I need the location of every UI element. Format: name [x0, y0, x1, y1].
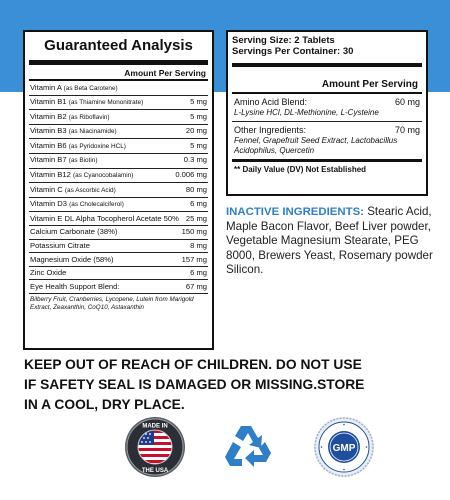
- nutrient-row: [29, 110, 208, 125]
- amount-per-serving-header: Amount Per Serving: [232, 63, 422, 94]
- amino-acid-amount: 60 mg: [394, 97, 420, 107]
- amino-acid-label: Amino Acid Blend:: [234, 97, 308, 107]
- nutrient-name: Vitamin A (as Beta Carotene): [30, 82, 118, 92]
- nutrient-amount: 25 mg: [185, 213, 207, 223]
- nutrient-rows: [29, 81, 208, 294]
- nutrient-row: [29, 81, 208, 96]
- nutrient-row: [29, 169, 208, 184]
- other-ingredients-list: Fennel, Grapefruit Seed Extract, Lactobacillus Acidophilus, Quercetin: [234, 136, 398, 155]
- nutrient-name: Vitamin D3 (as Cholecalciferol): [30, 199, 124, 209]
- nutrient-name: Zinc Oxide: [30, 268, 67, 278]
- guaranteed-analysis-panel: [23, 30, 214, 350]
- nutrient-amount: 8 mg: [190, 241, 207, 251]
- inactive-ingredients-text: Stearic Acid, Maple Bacon Flavor, Beef Liver powder, Vegetable Magnesium Stearate, PEG 8000, Brewers Yeast, Rosemary powder Silicon.: [226, 205, 433, 277]
- nutrient-amount: 6 mg: [190, 268, 207, 278]
- gmp-center-text: GMP: [332, 443, 356, 454]
- other-ingredients-amount: 70 mg: [394, 125, 420, 135]
- gmp-badge: [313, 416, 375, 478]
- nutrient-amount: 0.3 mg: [183, 155, 207, 165]
- nutrient-name: Vitamin B6 (as Pyridoxine HCL): [30, 140, 126, 150]
- servings-per-container: Servings Per Container: 30: [232, 45, 354, 57]
- nutrient-row: [29, 125, 208, 140]
- nutrient-row: [29, 154, 208, 169]
- nutrient-amount: 20 mg: [185, 126, 207, 136]
- nutrient-amount: 150 mg: [181, 227, 207, 237]
- nutrient-row: [29, 212, 208, 226]
- gmp-seal-icon: [313, 416, 375, 478]
- nutrient-name: Magnesium Oxide (58%): [30, 254, 114, 264]
- nutrient-amount: 80 mg: [185, 184, 207, 194]
- nutrient-row: [29, 280, 208, 294]
- nutrient-row: [29, 198, 208, 213]
- badge-bottom-text: THE USA: [141, 468, 169, 474]
- warning-line-1: KEEP OUT OF REACH OF CHILDREN. DO NOT USE: [24, 357, 362, 372]
- nutrient-amount: 67 mg: [185, 281, 207, 291]
- nutrient-name: Vitamin B12 (as Cyanocobalamin): [30, 170, 134, 180]
- amount-per-serving-header: Amount Per Serving: [29, 65, 208, 81]
- blend-ingredients: Bilberry Fruit, Cranberries, Lycopene, Lutein from Marigold Extract, Zeaxanthin, CoQ10, Astaxanthin: [30, 295, 194, 311]
- nutrient-name: Calcium Carbonate (38%): [30, 227, 118, 237]
- warning-text: [24, 355, 434, 415]
- amino-acid-ingredients: L-Lysine HCl, DL-Methionine, L-Cysteine: [234, 108, 379, 117]
- nutrient-amount: 157 mg: [181, 254, 207, 264]
- badge-top-text: MADE IN: [142, 423, 168, 430]
- nutrient-name: Vitamin B1 (as Thiamine Mononitrate): [30, 97, 144, 107]
- inactive-ingredients-label: INACTIVE INGREDIENTS:: [226, 206, 364, 218]
- nutrient-name: Vitamin B3 (as Niacinamide): [30, 126, 117, 136]
- nutrient-amount: 5 mg: [190, 111, 207, 121]
- serving-info-panel: [226, 30, 428, 196]
- nutrient-amount: 0.006 mg: [175, 170, 207, 180]
- nutrient-name: Eye Health Support Blend:: [30, 281, 120, 291]
- serving-size: Serving Size: 2 Tablets: [232, 35, 335, 46]
- nutrient-name: Vitamin B7 (as Biotin): [30, 155, 98, 165]
- nutrient-name: Vitamin C (as Ascorbic Acid): [30, 184, 116, 194]
- other-ingredients-row: [232, 122, 422, 135]
- warning-line-2: IF SAFETY SEAL IS DAMAGED OR MISSING.STORE: [24, 377, 365, 392]
- nutrient-amount: 5 mg: [190, 97, 207, 107]
- nutrient-row: [29, 183, 208, 198]
- made-in-usa-badge: [124, 416, 186, 478]
- recycle-icon: [221, 420, 279, 476]
- made-in-usa-icon: [124, 416, 186, 478]
- nutrient-row: [29, 139, 208, 154]
- nutrient-amount: 6 mg: [190, 199, 207, 209]
- nutrient-name: Vitamin B2 (as Riboflavin): [30, 111, 110, 121]
- other-ingredients-label: Other Ingredients:: [234, 125, 307, 135]
- recycle-badge: [221, 420, 279, 476]
- warning-line-3: IN A COOL, DRY PLACE.: [24, 397, 185, 412]
- nutrient-name: Potassium Citrate: [30, 241, 90, 251]
- nutrient-name: Vitamin E DL Alpha Tocopherol Acetate 50%: [30, 213, 179, 223]
- guaranteed-analysis-title: Guaranteed Analysis: [29, 35, 208, 65]
- nutrient-row: [29, 226, 208, 240]
- nutrient-row: [29, 253, 208, 267]
- nutrient-row: [29, 240, 208, 254]
- inactive-ingredients: [226, 205, 444, 278]
- nutrient-row: [29, 267, 208, 281]
- daily-value-note: ** Daily Value (DV) Not Established: [232, 159, 422, 174]
- amino-acid-row: [232, 94, 422, 107]
- nutrient-row: [29, 96, 208, 111]
- nutrient-amount: 5 mg: [190, 140, 207, 150]
